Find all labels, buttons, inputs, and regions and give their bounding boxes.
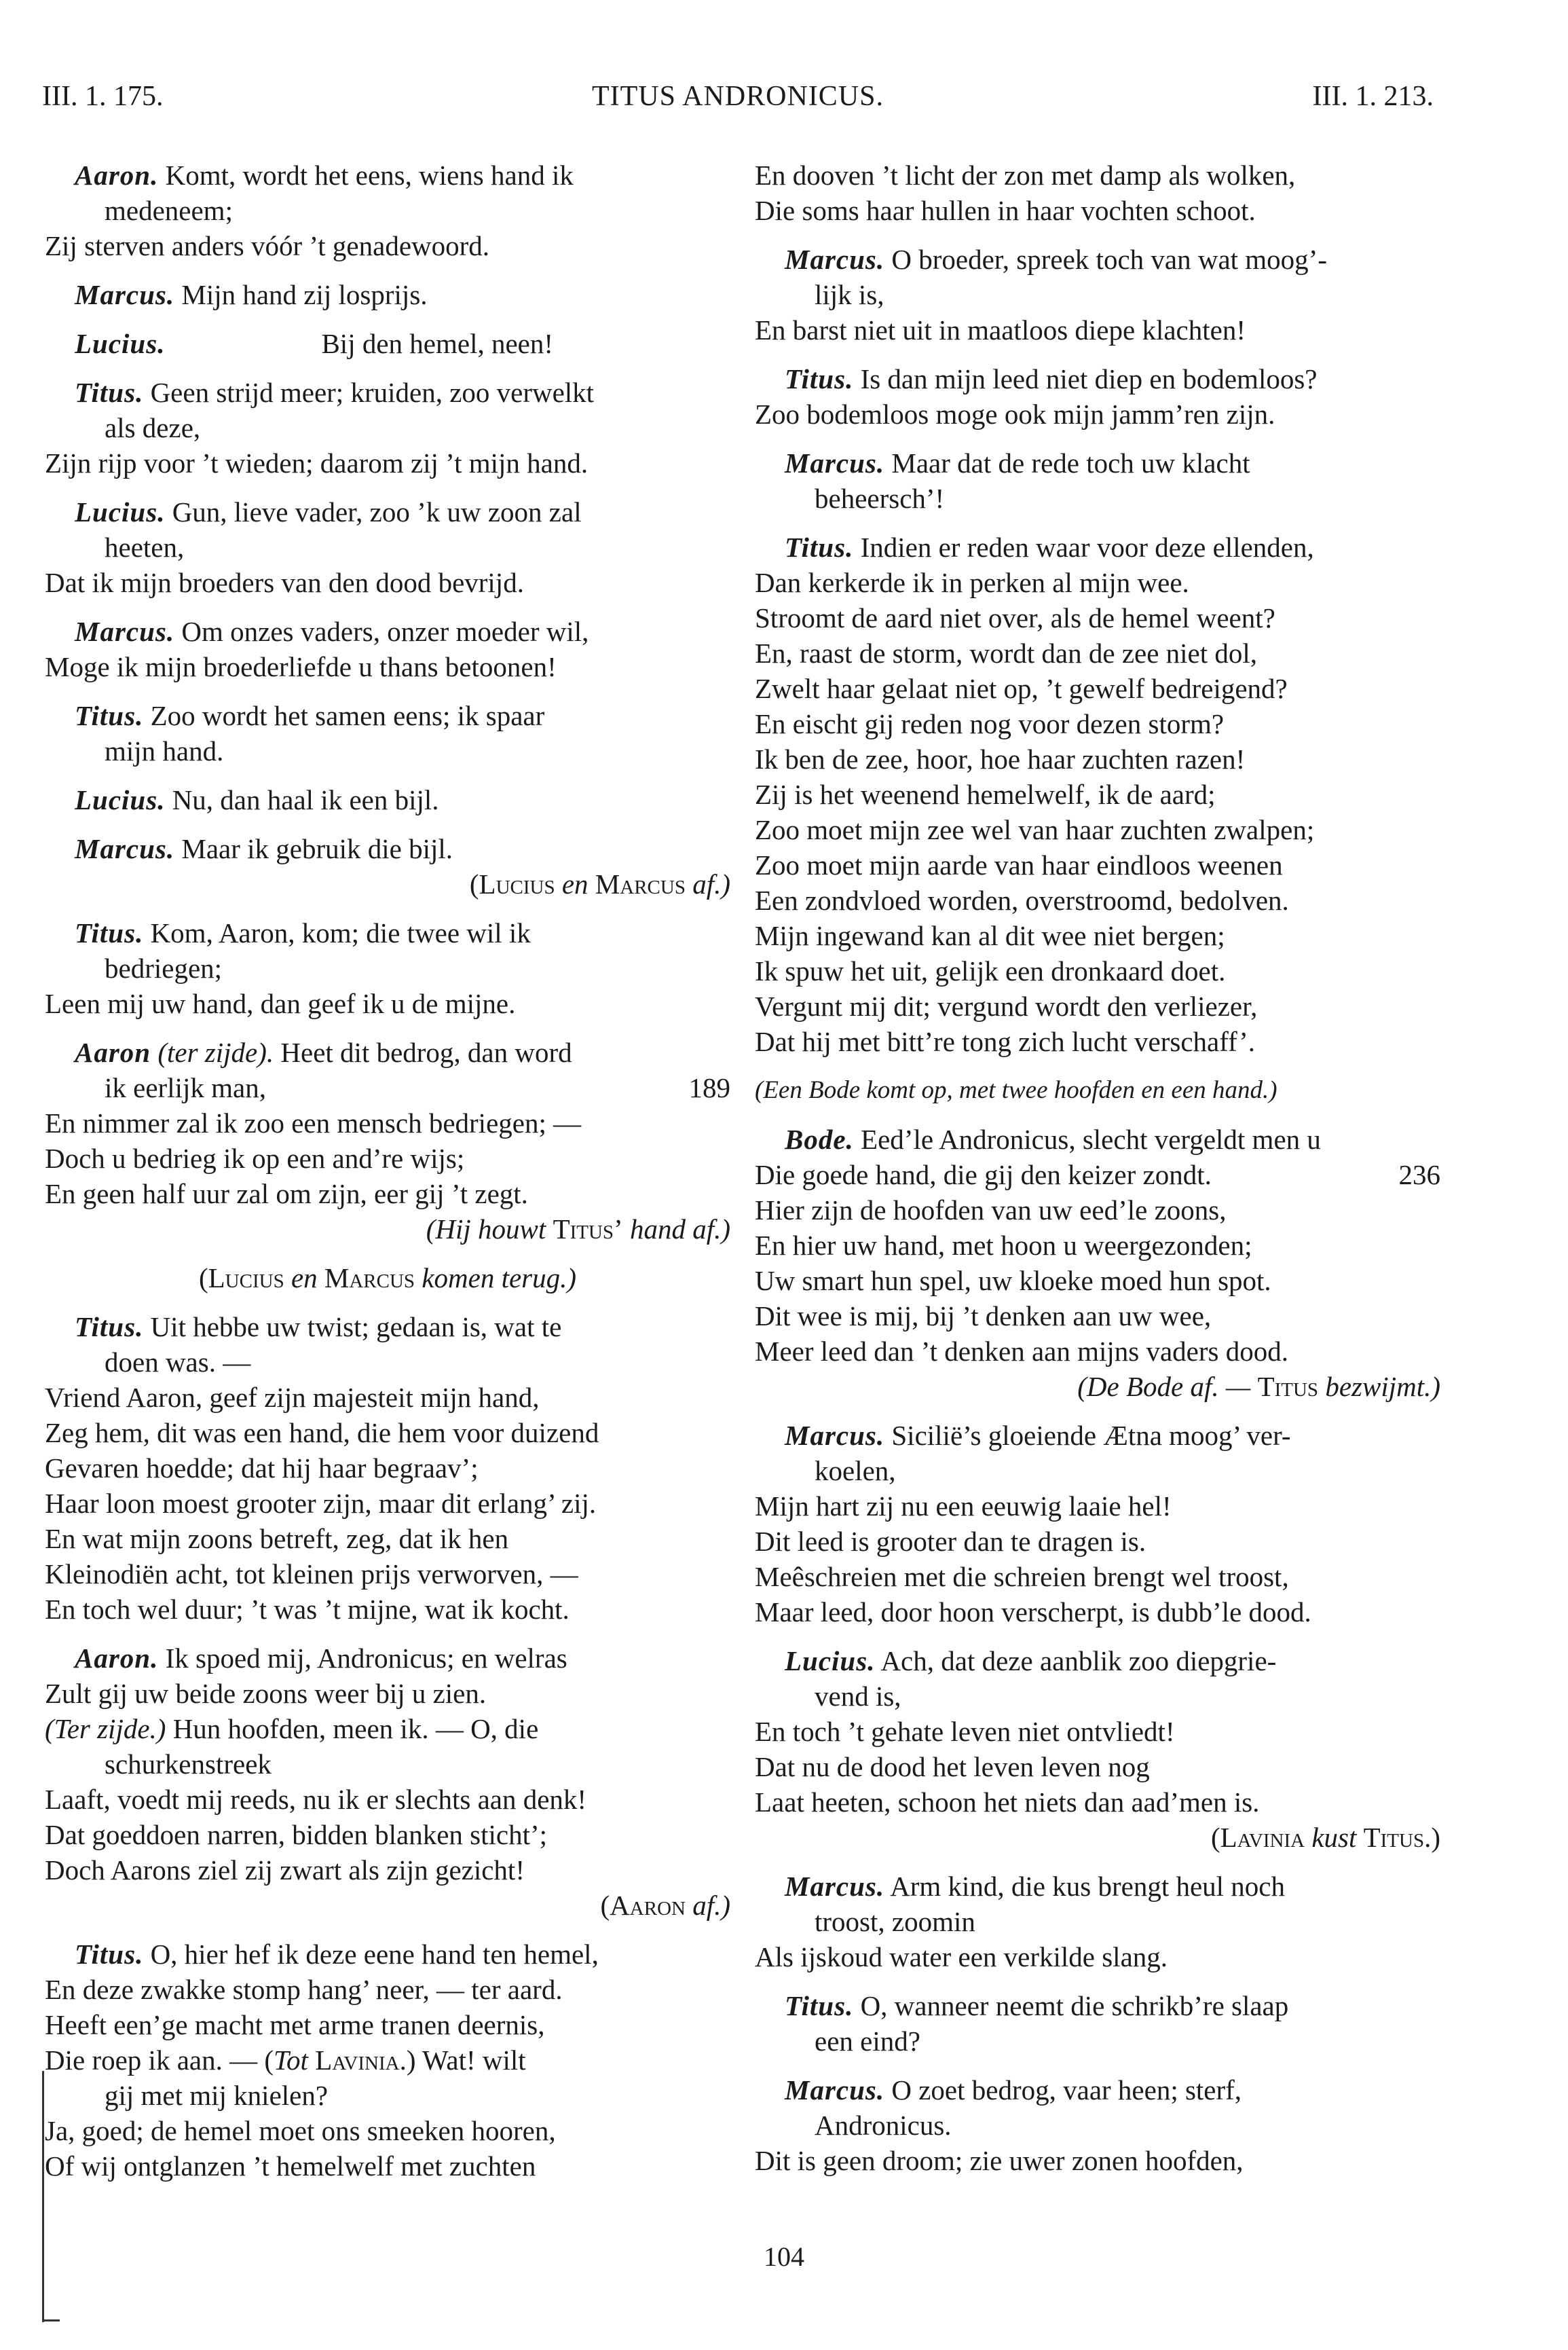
speaker-label: Titus. [75, 917, 144, 949]
stage-direction: (Lucius en Marcus komen terug.) [198, 1262, 577, 1293]
verse-line: Vriend Aaron, geef zijn majesteit mijn hand, [45, 1382, 540, 1413]
speaker-label: Marcus. [75, 279, 175, 310]
running-header [42, 80, 1434, 121]
page-number: 104 [764, 2241, 804, 2272]
header-title: TITUS ANDRONICUS. [591, 81, 884, 112]
verse-line: Andronicus. [815, 2110, 952, 2141]
verse-line: Is dan mijn leed niet diep en bodemloos? [860, 363, 1318, 394]
verse-line: O zoet bedrog, vaar heen; sterf, [891, 2074, 1242, 2106]
verse-line: Dan kerkerde ik in perken al mijn wee. [755, 567, 1189, 598]
speech [755, 2072, 1440, 2178]
stage-direction: (Hij houwt Titus’ hand af.) [426, 1213, 730, 1245]
speech [45, 326, 730, 361]
verse-line: Gun, lieve vader, zoo ’k uw zoon zal [172, 496, 582, 528]
speaker-label: Lucius. [75, 784, 166, 815]
left-column [45, 158, 730, 2197]
verse-line: Zoo bodemloos moge ook mijn jamm’ren zijn. [755, 399, 1275, 430]
speech [45, 494, 730, 600]
verse-line: Dit leed is grooter dan te dragen is. [755, 1526, 1146, 1557]
verse-line: En deze zwakke stomp hang’ neer, — ter aard. [45, 1974, 563, 2005]
verse-line: Heet dit bedrog, dan word [280, 1037, 572, 1068]
speech [45, 375, 730, 481]
verse-line: O broeder, spreek toch van wat moog’- [891, 244, 1327, 275]
stage-direction: (Een Bode komt op, met twee hoofden en een hand.) [755, 1076, 1277, 1104]
speech [45, 1035, 730, 1247]
speech [45, 1936, 730, 2184]
speech [45, 1640, 730, 1923]
stage-direction-block [45, 1260, 730, 1296]
verse-line: Een zondvloed worden, overstroomd, bedolven. [755, 885, 1289, 916]
verse-line: doen was. — [105, 1346, 251, 1378]
verse-line: Zeg hem, dit was een hand, die hem voor duizend [45, 1417, 599, 1448]
verse-line: mijn hand. [105, 735, 224, 767]
speech [755, 1643, 1440, 1855]
verse-line: Vergunt mij dit; vergund wordt den verliezer, [755, 991, 1258, 1022]
line-number: 236 [1398, 1159, 1440, 1190]
speaker-label: Aaron. [75, 160, 159, 191]
verse-line: Zwelt haar gelaat niet op, ’t gewelf bedreigend? [755, 673, 1288, 704]
speaker-label: Titus. [785, 363, 854, 394]
verse-line: Dat hij met bitt’re tong zich lucht verschaff’. [755, 1026, 1255, 1057]
speaker-label: Marcus. [785, 447, 885, 479]
verse-line: Dat goeddoen narren, bidden blanken sticht’; [45, 1819, 548, 1850]
speech [45, 277, 730, 312]
speaker-label: Aaron [75, 1037, 151, 1068]
verse-line: En toch ’t gehate leven niet ontvliedt! [755, 1716, 1175, 1747]
speech [755, 530, 1440, 1059]
verse-line: bedriegen; [105, 953, 223, 984]
verse-line: troost, zoomin [815, 1906, 975, 1937]
speaker-label: Marcus. [75, 616, 175, 647]
stage-direction: (Lavinia kust Titus.) [1211, 1822, 1440, 1853]
verse-line: Bij den hemel, neen! [321, 328, 554, 359]
speaker-label: Titus. [75, 1311, 144, 1342]
verse-line: Arm kind, die kus brengt heul noch [890, 1871, 1285, 1902]
verse-line: Die soms haar hullen in haar vochten schoot. [755, 195, 1256, 226]
speech [755, 1869, 1440, 1975]
verse-line: lijk is, [815, 279, 884, 310]
verse-line: medeneem; [105, 195, 233, 226]
verse-line: Geen strijd meer; kruiden, zoo verwelkt [150, 377, 595, 408]
verse-line: En barst niet uit in maatloos diepe klachten! [755, 314, 1246, 346]
speech-continued [755, 158, 1440, 228]
verse-line: En, raast de storm, wordt dan de zee niet dol, [755, 638, 1258, 669]
verse-line: Haar loon moest grooter zijn, maar dit erlang’ zij. [45, 1488, 597, 1519]
speech [45, 782, 730, 818]
verse-line: Zoo wordt het samen eens; ik spaar [150, 700, 545, 731]
verse-line: Uit hebbe uw twist; gedaan is, wat te [150, 1311, 562, 1342]
verse-line: Doch Aarons ziel zij zwart als zijn gezicht! [45, 1854, 525, 1886]
verse-line: Om onzes vaders, onzer moeder wil, [181, 616, 589, 647]
speech [755, 1988, 1440, 2059]
speaker-label: Lucius. [75, 496, 166, 528]
verse-line: ik eerlijk man, [105, 1072, 266, 1103]
header-left-ref: III. 1. 175. [42, 81, 164, 112]
verse-line: En eischt gij reden nog voor dezen storm? [755, 708, 1225, 739]
speaker-label: Aaron. [75, 1642, 159, 1674]
stage-direction: (Aaron af.) [600, 1890, 730, 1921]
verse-line: Moge ik mijn broederliefde u thans betoonen! [45, 651, 557, 682]
verse-line: Ik ben de zee, hoor, hoe haar zuchten razen! [755, 743, 1246, 775]
speaker-label: Marcus. [785, 244, 885, 275]
verse-line: beheersch’! [815, 483, 945, 514]
verse-line: Dit wee is mij, bij ’t denken aan uw wee, [755, 1300, 1212, 1332]
verse-line: schurkenstreek [105, 1748, 272, 1780]
speaker-label: Lucius. [75, 328, 166, 359]
speaker-label: Titus. [785, 1990, 854, 2021]
verse-line: O, hier hef ik deze eene hand ten hemel, [150, 1939, 599, 1970]
verse-line: Ik spuw het uit, gelijk een dronkaard doet. [755, 955, 1226, 987]
verse-line: een eind? [815, 2025, 920, 2057]
margin-rule [42, 2071, 44, 2322]
verse-line: Zij is het weenend hemelwelf, ik de aard; [755, 779, 1216, 810]
verse-line: Leen mij uw hand, dan geef ik u de mijne. [45, 988, 516, 1019]
verse-line: Maar dat de rede toch uw klacht [891, 447, 1250, 479]
speaker-label: Marcus. [75, 833, 175, 864]
verse-line: Ik spoed mij, Andronicus; en welras [165, 1642, 567, 1674]
verse-line: Komt, wordt het eens, wiens hand ik [165, 160, 574, 191]
verse-line: Uw smart hun spel, uw kloeke moed hun spot. [755, 1265, 1271, 1296]
verse-line: En nimmer zal ik zoo een mensch bedriegen; — [45, 1107, 582, 1139]
verse-line: Hun hoofden, meen ik. — O, die [172, 1713, 539, 1744]
speech [45, 1309, 730, 1627]
verse-line: Of wij ontglanzen ’t hemelwelf met zuchten [45, 2150, 536, 2182]
speaker-label: Titus. [75, 1939, 144, 1970]
verse-line: heeten, [105, 532, 185, 563]
verse-line: En geen half uur zal om zijn, eer gij ’t zegt. [45, 1178, 528, 1209]
speech [45, 158, 730, 263]
verse-line: Die roep ik aan. — (Tot Lavinia.) Wat! wilt [45, 2044, 526, 2076]
speech [45, 614, 730, 684]
verse-line: Eed’le Andronicus, slecht vergeldt men u [861, 1124, 1321, 1155]
speaker-label: Titus. [785, 532, 854, 563]
verse-line: Zij sterven anders vóór ’t genadewoord. [45, 230, 490, 261]
speech [755, 445, 1440, 516]
verse-line: Ja, goed; de hemel moet ons smeeken hooren, [45, 2115, 556, 2146]
verse-line: Kleinodiën acht, tot kleinen prijs verworven, — [45, 1558, 578, 1590]
speaker-label: Marcus. [785, 2074, 885, 2106]
right-column [755, 158, 1440, 2192]
verse-line: Laat heeten, schoon het niets dan aad’men is. [755, 1786, 1260, 1818]
speech [45, 831, 730, 902]
verse-line: Maar ik gebruik die bijl. [181, 833, 453, 864]
verse-line: Zult gij uw beide zoons weer bij u zien. [45, 1678, 487, 1709]
speech [45, 698, 730, 769]
speech [755, 1122, 1440, 1404]
verse-line: Gevaren hoedde; dat hij haar begraav’; [45, 1452, 479, 1484]
speech [45, 915, 730, 1021]
stage-direction: (ter zijde). [157, 1037, 274, 1068]
verse-line: Nu, dan haal ik een bijl. [172, 784, 439, 815]
verse-line: koelen, [815, 1455, 896, 1486]
speech [755, 1418, 1440, 1630]
verse-line: Die goede hand, die gij den keizer zondt. [755, 1159, 1212, 1190]
verse-line: Kom, Aaron, kom; die twee wil ik [150, 917, 531, 949]
verse-line: Zoo moet mijn aarde van haar eindloos weenen [755, 849, 1283, 881]
verse-line: Dat ik mijn broeders van den dood bevrijd. [45, 567, 524, 598]
speaker-label: Titus. [75, 377, 144, 408]
verse-line: Ach, dat deze aanblik zoo diepgrie- [880, 1645, 1277, 1676]
verse-line: Meer leed dan ’t denken aan mijns vaders dood. [755, 1336, 1288, 1367]
verse-line: Mijn hand zij losprijs. [181, 279, 428, 310]
verse-line: En dooven ’t licht der zon met damp als wolken, [755, 160, 1296, 191]
verse-line: Als ijskoud water een verkilde slang. [755, 1941, 1168, 1972]
stage-direction: (Lucius en Marcus af.) [469, 868, 730, 900]
verse-line: Sicilië’s gloeiende Ætna moog’ ver- [891, 1420, 1291, 1451]
verse-line: Mijn ingewand kan al dit wee niet bergen; [755, 920, 1225, 951]
speaker-label: Bode. [785, 1124, 854, 1155]
speech [755, 361, 1440, 432]
verse-line: als deze, [105, 412, 201, 443]
verse-line: En hier uw hand, met hoon u weergezonden; [755, 1230, 1252, 1261]
verse-line: Stroomt de aard niet over, als de hemel weent? [755, 602, 1275, 634]
verse-line: Mijn hart zij nu een eeuwig laaie hel! [755, 1490, 1172, 1522]
verse-line: En toch wel duur; ’t was ’t mijne, wat ik kocht. [45, 1594, 570, 1625]
header-right-ref: III. 1. 213. [1312, 81, 1434, 112]
verse-line: O, wanneer neemt die schrikb’re slaap [860, 1990, 1289, 2021]
verse-line: Zijn rijp voor ’t wieden; daarom zij ’t mijn hand. [45, 447, 589, 479]
verse-line: Dit is geen droom; zie uwer zonen hoofden, [755, 2145, 1244, 2176]
speaker-label: Marcus. [785, 1420, 885, 1451]
verse-line: En wat mijn zoons betreft, zeg, dat ik hen [45, 1523, 509, 1554]
verse-line: Laaft, voedt mij reeds, nu ik er slechts aan denk! [45, 1784, 587, 1815]
verse-line: Doch u bedrieg ik op een and’re wijs; [45, 1143, 465, 1174]
verse-line: gij met mij knielen? [105, 2080, 329, 2111]
stage-direction: (De Bode af. — Titus bezwijmt.) [1077, 1371, 1440, 1402]
verse-line: Indien er reden waar voor deze ellenden, [860, 532, 1314, 563]
stage-direction: (Ter zijde.) [45, 1713, 166, 1744]
verse-line: Maar leed, door hoon verscherpt, is dubb’le dood. [755, 1596, 1311, 1628]
speech [755, 242, 1440, 348]
verse-line: Zoo moet mijn zee wel van haar zuchten zwalpen; [755, 814, 1315, 845]
line-number: 189 [688, 1072, 730, 1103]
verse-line: vend is, [815, 1681, 901, 1712]
speaker-label: Lucius. [785, 1645, 876, 1676]
verse-line: Heeft een’ge macht met arme tranen deernis, [45, 2009, 545, 2040]
margin-rule-foot [42, 2319, 60, 2321]
verse-line: Meêschreien met die schreien brengt wel troost, [755, 1561, 1289, 1592]
verse-line: Hier zijn de hoofden van uw eed’le zoons, [755, 1194, 1227, 1226]
stage-direction-block [755, 1073, 1440, 1108]
speaker-label: Titus. [75, 700, 144, 731]
speaker-label: Marcus. [785, 1871, 885, 1902]
verse-line: Dat nu de dood het leven leven nog [755, 1751, 1150, 1782]
